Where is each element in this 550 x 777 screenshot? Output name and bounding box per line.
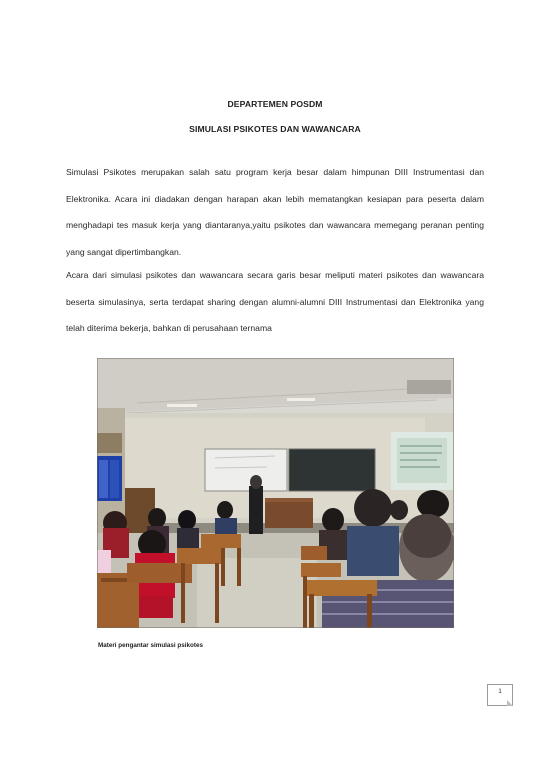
department-heading: DEPARTEMEN POSDM [227, 99, 323, 109]
document-title: SIMULASI PSIKOTES DAN WAWANCARA [189, 124, 361, 134]
page-number: 1 [498, 688, 502, 695]
paragraph-1: Simulasi Psikotes merupakan salah satu program kerja besar dalam himpunan DIII Instrumentasi dan Elektronika. Acara ini diadakan dengan harapan akan lebih mematangkan kesiapan para peserta dalam menghadapi tes masuk kerja yang diantaranya,yaitu psikotes dan wawancara memegang peranan penting yang sangat dipertimbangkan. [66, 167, 484, 257]
page-number-box [487, 684, 513, 706]
figure-caption: Materi pengantar simulasi psikotes [98, 642, 203, 649]
classroom-photo [97, 358, 454, 628]
page-fold-icon [507, 700, 513, 706]
paragraph-2: Acara dari simulasi psikotes dan wawancara secara garis besar meliputi materi psikotes dan wawancara beserta simulasinya, serta terdapat sharing dengan alumni-alumni DIII Instrumentasi dan Elektronika yang telah diterima bekerja, bahkan di perusahaan ternama [66, 270, 484, 333]
